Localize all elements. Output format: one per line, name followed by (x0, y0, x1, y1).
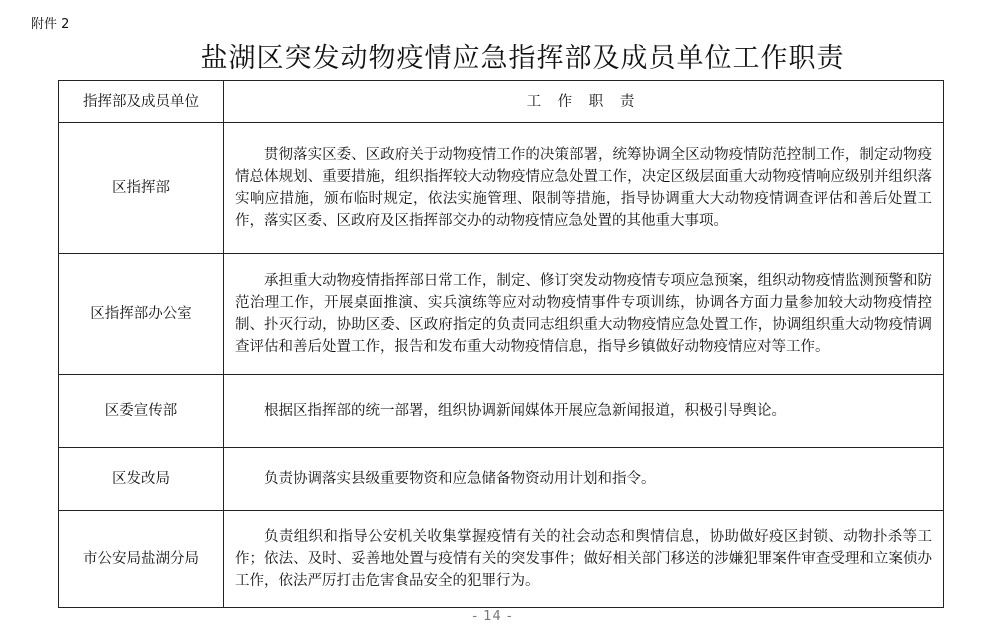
unit-cell: 区指挥部 (59, 123, 224, 254)
unit-cell: 市公安局盐湖分局 (59, 511, 224, 608)
header-duty: 工 作 职 责 (224, 81, 944, 123)
attachment-label: 附件 2 (31, 17, 70, 32)
header-unit: 指挥部及成员单位 (59, 81, 224, 123)
table-header-row (59, 81, 944, 123)
page-number: - 14 - (472, 609, 513, 624)
unit-cell: 区指挥部办公室 (59, 254, 224, 375)
table-row (59, 511, 944, 608)
unit-cell: 区委宣传部 (59, 375, 224, 448)
table-row (59, 123, 944, 254)
duty-cell: 承担重大动物疫情指挥部日常工作，制定、修订突发动物疫情专项应急预案，组织动物疫情监测预警和防范治理工作，开展桌面推演、实兵演练等应对动物疫情事件专项训练，协调各方面力量参加较大动物疫情控制、扑灭行动，协助区委、区政府指定的负责同志组织重大动物疫情应急处置工作，协调组织重大动物疫情调查评估和善后处置工作，报告和发布重大动物疫情信息，指导乡镇做好动物疫情应对等工作。 (224, 254, 944, 375)
duty-cell: 负责组织和指导公安机关收集掌握疫情有关的社会动态和舆情信息，协助做好疫区封锁、动物扑杀等工作；依法、及时、妥善地处置与疫情有关的突发事件；做好相关部门移送的涉嫌犯罪案件审查受理和立案侦办工作，依法严厉打击危害食品安全的犯罪行为。 (224, 511, 944, 608)
unit-cell: 区发改局 (59, 448, 224, 511)
table-row (59, 375, 944, 448)
table-row (59, 448, 944, 511)
duty-cell: 负责协调落实县级重要物资和应急储备物资动用计划和指令。 (224, 448, 944, 511)
duty-table (58, 80, 944, 608)
table-row (59, 254, 944, 375)
duty-cell: 贯彻落实区委、区政府关于动物疫情工作的决策部署，统筹协调全区动物疫情防范控制工作，制定动物疫情总体规划、重要措施，组织指挥较大动物疫情应急处置工作，决定区级层面重大动物疫情响应级别并组织落实响应措施，颁布临时规定，依法实施管理、限制等措施，指导协调重大大动物疫情调查评估和善后处置工作，落实区委、区政府及区指挥部交办的动物疫情应急处置的其他重大事项。 (224, 123, 944, 254)
document-title: 盐湖区突发动物疫情应急指挥部及成员单位工作职责 (200, 43, 845, 74)
duty-cell: 根据区指挥部的统一部署，组织协调新闻媒体开展应急新闻报道，积极引导舆论。 (224, 375, 944, 448)
